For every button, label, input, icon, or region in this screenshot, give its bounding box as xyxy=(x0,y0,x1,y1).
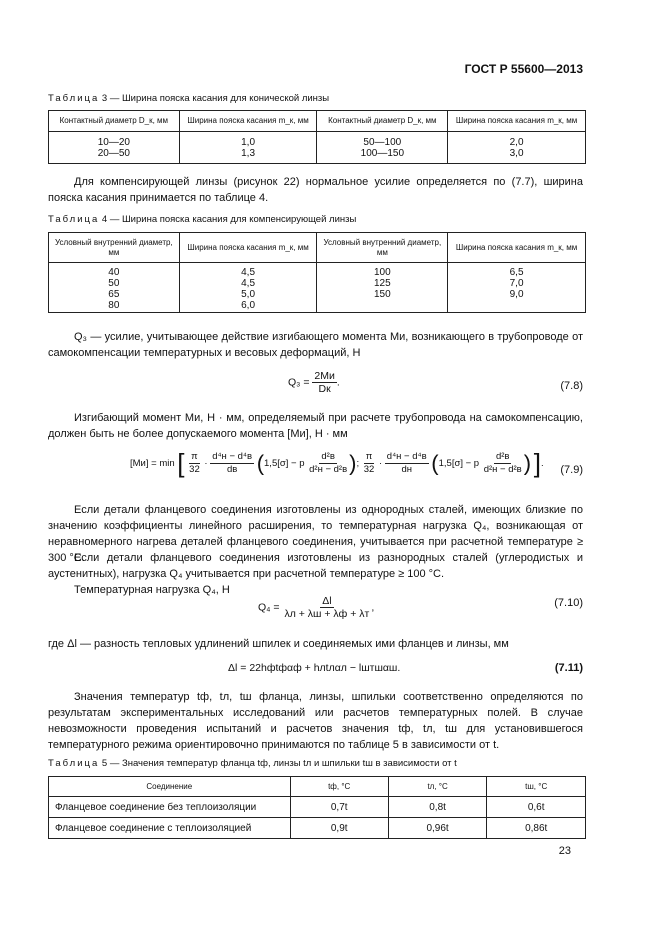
eq710-numerator: Δl xyxy=(322,595,332,607)
paragraph: Значения температур tф, tл, tш фланца, линзы, шпильки соответственно определяются по результатам экспериментальных исследований или расчетов температурных полей. В случае невозможности проведения испытаний и расчетов значения tф, tл, tш для установившегося температурного режима ориентировочно принимаются по таблице 5 в зависимости от t. xyxy=(48,691,583,751)
eq710-lhs: Q₄ = xyxy=(258,601,280,614)
table4-header: Условный внутренний диаметр, мм xyxy=(317,233,448,263)
table3-caption-text: — Ширина пояска касания для конической линзы xyxy=(109,93,330,104)
table4-cell: 6,5 7,0 9,0 xyxy=(448,263,586,313)
eq79-fnum2: d²в xyxy=(495,451,510,462)
eq79-num1: d⁴н − d⁴в xyxy=(212,451,253,462)
paragraph: Q₃ — усилие, учитывающее действие изгибающего момента Mи, возникающего в трубопроводе от самокомпенсации температурных и весовых деформаций, Н xyxy=(48,331,583,359)
table5-cell: 0,6t xyxy=(487,797,586,818)
equation-number: (7.11) xyxy=(554,662,583,674)
table5-cell: 0,7t xyxy=(290,797,388,818)
table5-caption-text: — Значения температур фланца tф, линзы tл и шпильки tш в зависимости от t xyxy=(109,758,457,769)
table5-cell: Фланцевое соединение с теплоизоляцией xyxy=(49,818,291,839)
table4-cell: 40 50 65 80 xyxy=(49,263,180,313)
eq79-pi: π xyxy=(191,451,198,462)
eq78-fraction xyxy=(312,370,336,395)
table4-cell: 100 125 150 xyxy=(317,263,448,313)
table5-header: tл, °С xyxy=(388,777,487,797)
eq78-numerator: 2Mи xyxy=(314,370,335,382)
table-row xyxy=(49,132,586,164)
page-number: 23 xyxy=(558,845,571,857)
table3-cell: 2,0 3,0 xyxy=(448,132,586,164)
table5-caption-number: 5 xyxy=(101,758,108,769)
table5-caption xyxy=(48,758,457,769)
eq78-lhs: Q₃ = xyxy=(288,376,310,389)
eq79-term1: 1,5[σ] − p xyxy=(264,458,305,470)
paragraph: Если детали фланцевого соединения изготовлены из однородных сталей, имеющих близкие по значению коэффициенты линейного расширения, то температурная нагрузка Q₄, возникающая от неравномерного нагрева деталей фланцевого соединения, учитывается при расчетной температуре ≥ 300 °С. xyxy=(48,504,583,564)
table3 xyxy=(48,110,586,164)
table4-caption-text: — Ширина пояска касания для компенсирующей линзы xyxy=(109,214,357,225)
table5-cell: Фланцевое соединение без теплоизоляции xyxy=(49,797,291,818)
table3-cell: 10—20 20—50 xyxy=(49,132,180,164)
table5-cell: 0,96t xyxy=(388,818,487,839)
table4-header: Условный внутренний диаметр, мм xyxy=(49,233,180,263)
table3-header: Контактный диаметр D_к, мм xyxy=(317,111,448,132)
table4-caption-number: 4 xyxy=(101,214,108,225)
eq710-fraction xyxy=(282,595,371,620)
table5-header: tф, °С xyxy=(290,777,388,797)
table4-caption xyxy=(48,214,356,225)
paragraph: Изгибающий момент Mи, Н · мм, определяемый при расчете трубопровода на самокомпенсацию, должен быть не более допускаемого момента [Mи], Н · мм xyxy=(48,412,583,440)
table4-header: Ширина пояска касания m_к, мм xyxy=(448,233,586,263)
equation-number: (7.8) xyxy=(560,380,583,392)
table3-header: Контактный диаметр D_к, мм xyxy=(49,111,180,132)
table-row xyxy=(49,263,586,313)
table3-header: Ширина пояска касания m_к, мм xyxy=(448,111,586,132)
table4 xyxy=(48,232,586,313)
paragraph: Для компенсирующей линзы (рисунок 22) нормальное усилие определяется по (7.7), ширина пояска касания принимается по таблице 4. xyxy=(48,176,583,204)
eq78-denominator: Dк xyxy=(318,383,331,395)
table-row xyxy=(49,818,586,839)
eq79-32: 32 xyxy=(189,464,200,475)
table5-caption-prefix: Таблица xyxy=(48,758,100,769)
table5-header: tш, °С xyxy=(487,777,586,797)
table5-cell: 0,8t xyxy=(388,797,487,818)
equation-number: (7.10) xyxy=(554,597,583,609)
paragraph: Если детали фланцевого соединения изготовлены из разнородных сталей (углеродистых и аустенитных), нагрузка Q₄ учитывается при расчетной температуре ≥ 100 °С. xyxy=(48,552,583,580)
table5 xyxy=(48,776,586,839)
equation-number: (7.9) xyxy=(560,464,583,476)
table4-cell: 4,5 4,5 5,0 6,0 xyxy=(179,263,317,313)
table4-caption-prefix: Таблица xyxy=(48,214,100,225)
eq79-fnum: d²в xyxy=(321,451,335,462)
equation-7-8: Q₃ = $\frac{2Mи}{Dк}$ . xyxy=(288,370,340,395)
table5-cell: 0,9t xyxy=(290,818,388,839)
table3-cell: 50—100 100—150 xyxy=(317,132,448,164)
table3-caption xyxy=(48,93,329,104)
equation-7-10: Q₄ = $\frac{\Delta l}{\lambda л + \lambda ш + \lambda ф + \lambda т}$ , xyxy=(258,595,375,620)
eq79-fden: d²н − d²в xyxy=(309,464,348,475)
eq710-denominator: λл + λш + λф + λт xyxy=(284,608,370,620)
eq79-den1: dв xyxy=(226,464,238,475)
table-row xyxy=(49,797,586,818)
table5-header: Соединение xyxy=(49,777,291,797)
table3-caption-prefix: Таблица xyxy=(48,93,100,104)
paragraph: Температурная нагрузка Q₄, Н xyxy=(74,584,230,596)
table3-header: Ширина пояска касания m_к, мм xyxy=(179,111,317,132)
equation-7-11: Δl = 22hфtфαф + hлtлαл − lштшαш. xyxy=(228,662,401,674)
table3-cell: 1,0 1,3 xyxy=(179,132,317,164)
eq79-lhs: [Mи] = min xyxy=(130,458,175,470)
eq79-den2: dн xyxy=(401,464,412,475)
paragraph: где Δl — разность тепловых удлинений шпилек и соединяемых ими фланцев и линзы, мм xyxy=(48,638,509,650)
table5-cell: 0,86t xyxy=(487,818,586,839)
table3-caption-number: 3 xyxy=(101,93,108,104)
standard-header: ГОСТ Р 55600—2013 xyxy=(464,62,583,76)
equation-7-9: [Mи] = min [ $\frac{\pi}{32}$ · $\frac{\text{d⁴н − d⁴в}}{dв}$ (1,5[σ] − p $\frac{\text{d²в}}{\text{d²н − d²в}}$ ); $\frac{\pi}{32}$ · $\frac{\text{d⁴н − d⁴в}}{dн}$ (1,5[σ] − p $\frac{\text{d²в}}{\text{d²н − d²в}}$ ) ]. xyxy=(130,448,544,478)
table4-header: Ширина пояска касания m_к, мм xyxy=(179,233,317,263)
